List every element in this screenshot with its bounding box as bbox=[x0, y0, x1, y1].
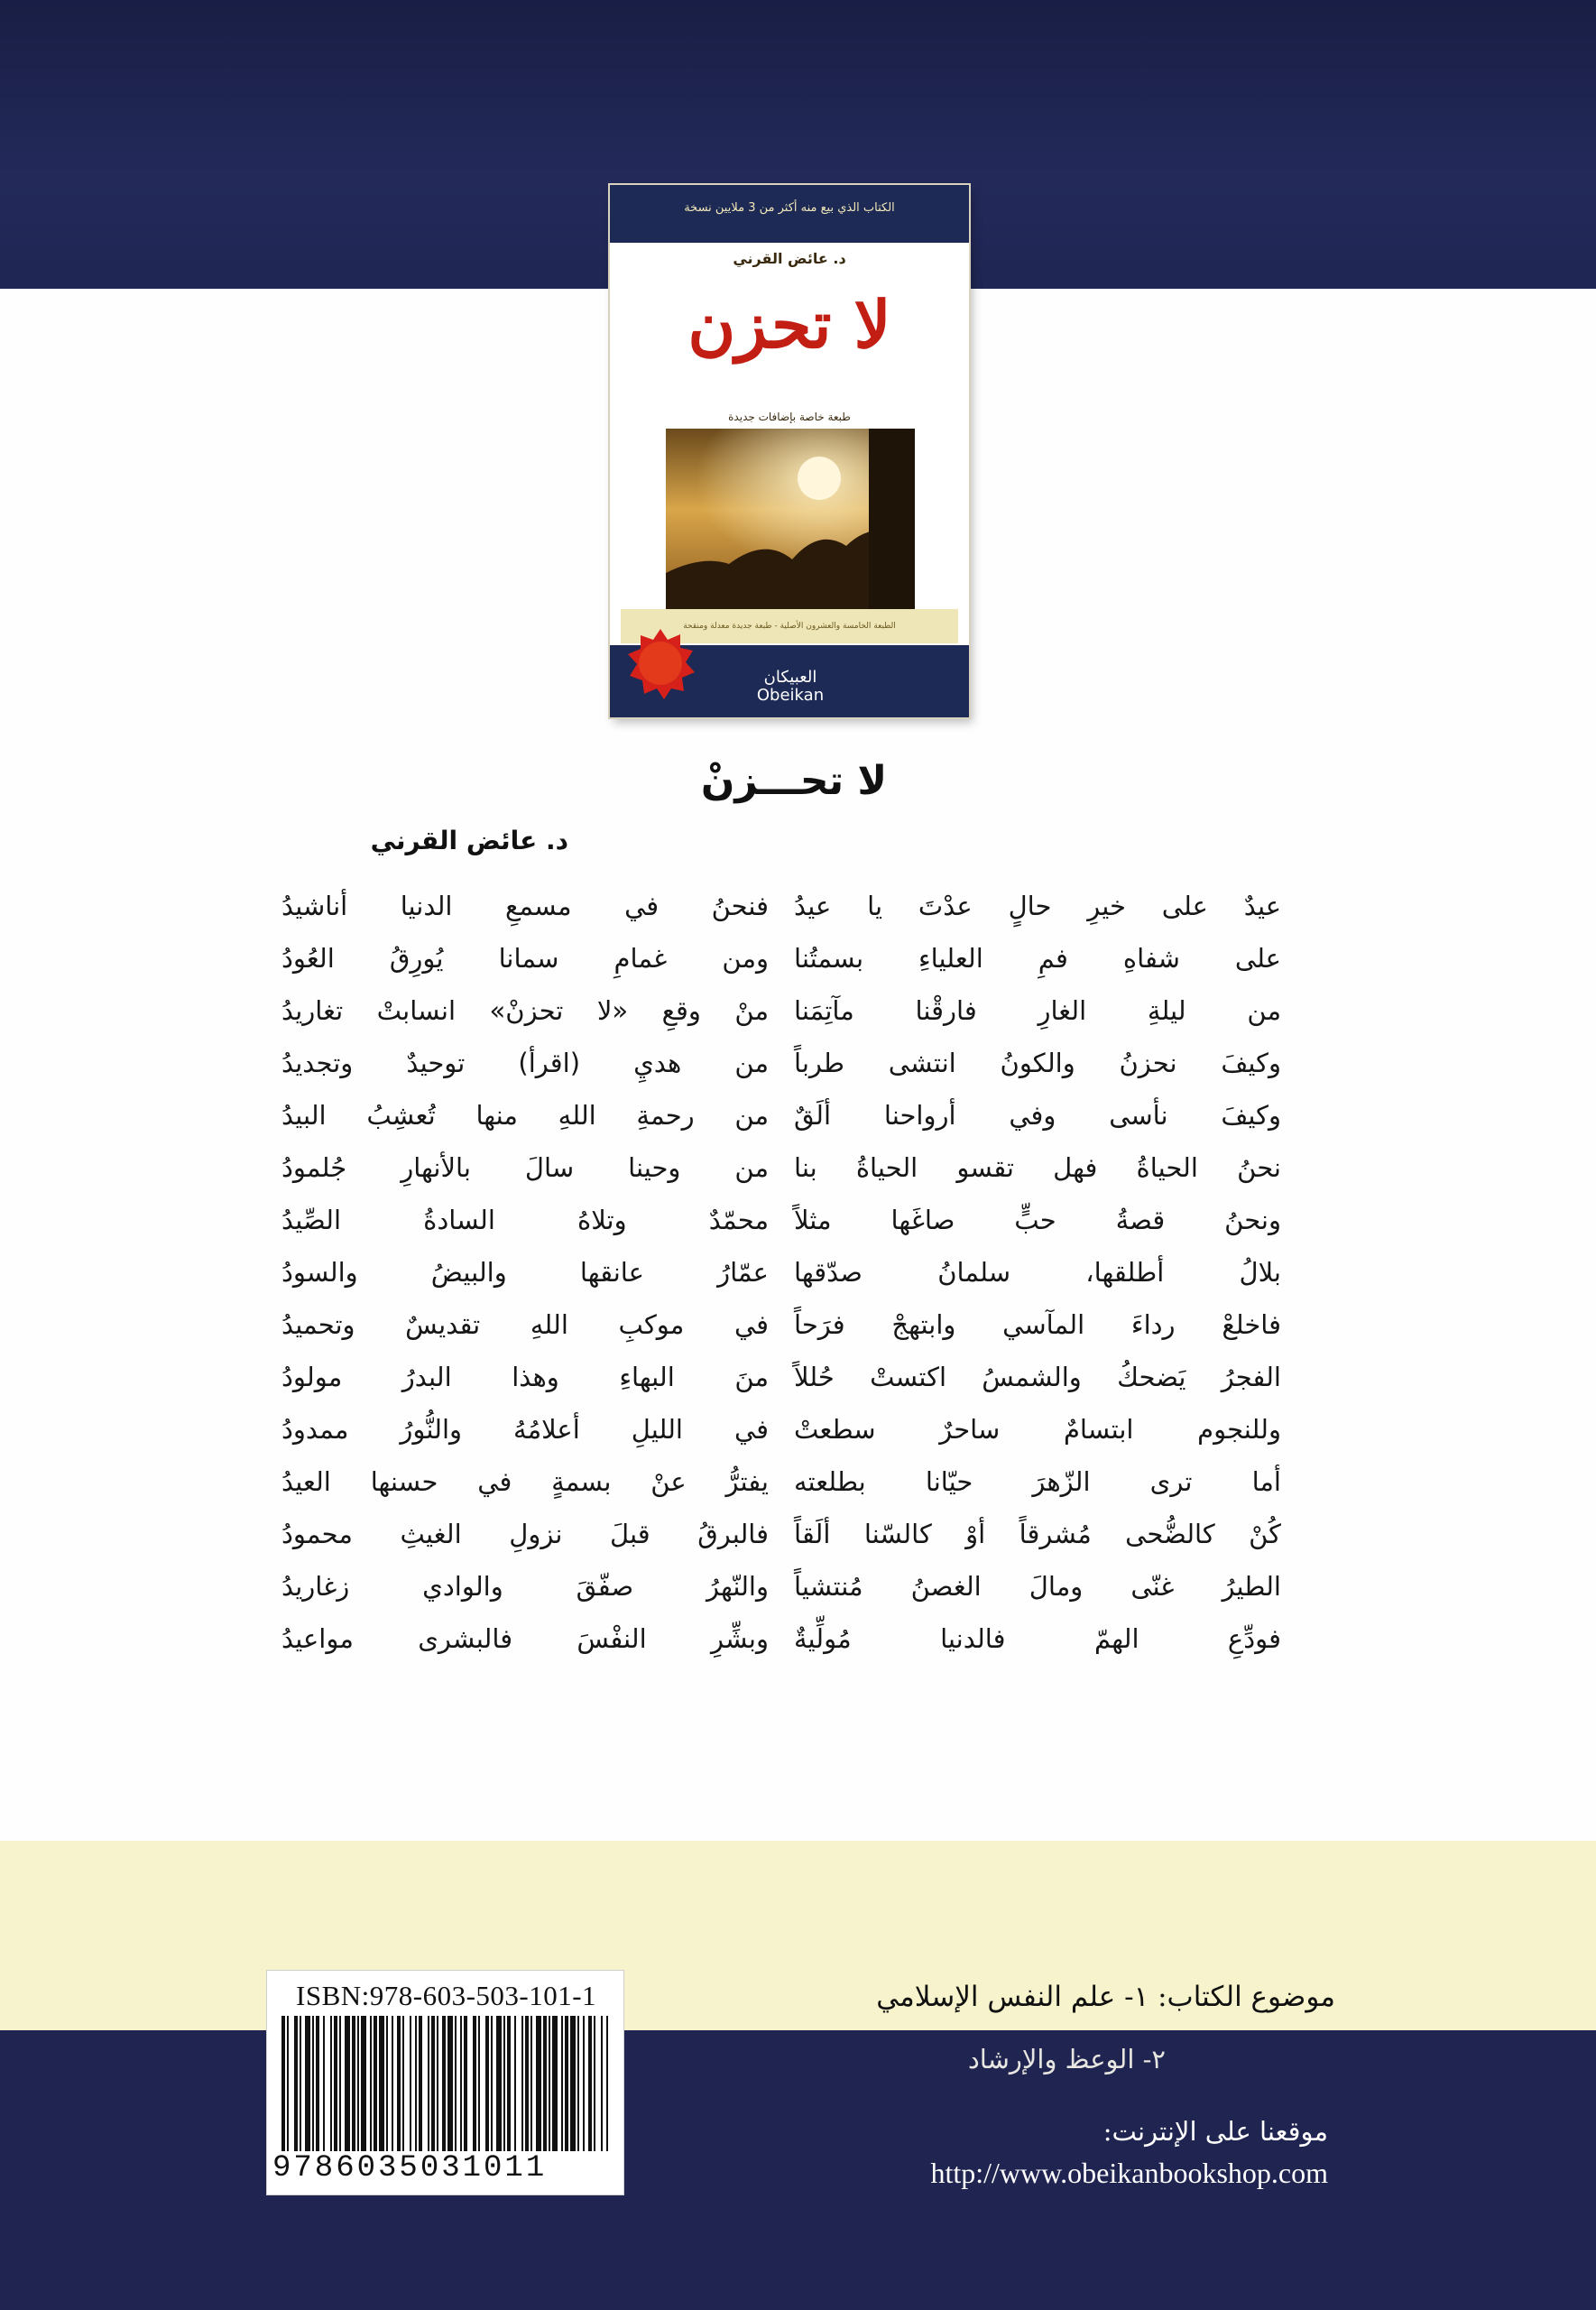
barcode-bar bbox=[455, 2016, 457, 2151]
website-label: موقعنا على الإنترنت: bbox=[1102, 2116, 1328, 2147]
poem-line: الفجرُ يَضحكُ والشمسُ اكتستْ حُللاً bbox=[794, 1362, 1281, 1392]
book-cover-edition-note: الطبعة الخامسة والعشرون الأصلية - طبعة جديدة معدلة ومنقحة bbox=[621, 609, 958, 643]
barcode-bar bbox=[583, 2016, 585, 2151]
cream-band bbox=[0, 1841, 1596, 2035]
publisher-logo-arabic: العبيكان bbox=[763, 668, 817, 687]
barcode-bar bbox=[525, 2016, 529, 2151]
poem-line: من هديِ (اقرأ) توحيدٌ وتجديدُ bbox=[281, 1048, 769, 1078]
bottom-navy-band bbox=[0, 2030, 1596, 2310]
poem-line: نحنُ الحياةُ فهل تقسو الحياةُ بنا bbox=[794, 1152, 1281, 1183]
barcode-bar bbox=[606, 2016, 608, 2151]
poem-right-column bbox=[794, 880, 1281, 1665]
poem-line: فاخلعْ رداءَ المآسي وابتهجْ فرَحاً bbox=[794, 1309, 1281, 1340]
poem-line: ومن غمامِ سمانا يُورِقُ العُودُ bbox=[281, 943, 769, 974]
barcode-bar bbox=[419, 2016, 422, 2151]
barcode-bar bbox=[561, 2016, 563, 2151]
barcode-bar bbox=[428, 2016, 429, 2151]
barcode-icon bbox=[281, 2016, 608, 2151]
sunset-photo bbox=[666, 429, 915, 609]
poem-line: فنحنُ في مسمعِ الدنيا أناشيدُ bbox=[281, 891, 769, 921]
poem-line: في موكبِ اللهِ تقديسٌ وتحميدُ bbox=[281, 1309, 769, 1340]
barcode-bar bbox=[447, 2016, 453, 2151]
barcode-bar bbox=[386, 2016, 388, 2151]
book-subject-line-2: ٢- الوعظ والإرشاد bbox=[967, 2044, 1166, 2074]
poem-line: من وحينا سالَ بالأنهارِ جُلمودُ bbox=[281, 1152, 769, 1183]
poem-line: أما ترى الزّهرَ حيّانا بطلعته bbox=[794, 1466, 1281, 1497]
poem-line: بلالُ أطلقها، سلمانُ صدّقها bbox=[794, 1257, 1281, 1288]
page-title: لا تحـــزنْ bbox=[700, 758, 888, 804]
bestseller-badge-icon bbox=[624, 627, 697, 699]
poem-line: وللنجوم ابتسامٌ ساحرٌ سطعتْ bbox=[794, 1414, 1281, 1445]
barcode-bar bbox=[521, 2016, 523, 2151]
barcode-bar bbox=[478, 2016, 480, 2151]
barcode-bar bbox=[312, 2016, 314, 2151]
barcode-digits: 9786035031011 bbox=[272, 2151, 548, 2185]
poem-line: وكيفَ نحزنُ والكونُ انتشى طرباً bbox=[794, 1048, 1281, 1078]
book-tagline: الكتاب الذي بيع منه أكثر من 3 ملايين نسخة bbox=[684, 201, 895, 215]
barcode-bar bbox=[339, 2016, 341, 2151]
barcode-bar bbox=[352, 2016, 355, 2151]
barcode-bar bbox=[374, 2016, 377, 2151]
barcode-bar bbox=[442, 2016, 446, 2151]
barcode-bar bbox=[305, 2016, 310, 2151]
barcode-bar bbox=[294, 2016, 298, 2151]
poem-line: يفترُّ عنْ بسمةٍ في حسنها العيدُ bbox=[281, 1466, 769, 1497]
barcode-bar bbox=[536, 2016, 541, 2151]
publisher-logo-latin: Obeikan bbox=[756, 686, 825, 705]
barcode-bar bbox=[491, 2016, 493, 2151]
barcode-bar bbox=[570, 2016, 576, 2151]
barcode-bar bbox=[370, 2016, 372, 2151]
barcode-bar bbox=[379, 2016, 384, 2151]
barcode-bar bbox=[514, 2016, 516, 2151]
poem-line: منَ البهاءِ وهذا البدرُ مولودُ bbox=[281, 1362, 769, 1392]
poem-left-column bbox=[281, 880, 769, 1665]
barcode-bar bbox=[287, 2016, 289, 2151]
barcode-bar bbox=[543, 2016, 547, 2151]
barcode-bar bbox=[485, 2016, 489, 2151]
barcode-bar bbox=[473, 2016, 476, 2151]
poem-line: وبشِّرِ النفْسَ فالبشرى مواعيدُ bbox=[281, 1623, 769, 1654]
poem-line: فودِّعِ الهمّ فالدنيا مُولِّيةٌ bbox=[794, 1623, 1281, 1654]
barcode-bar bbox=[281, 2016, 285, 2151]
barcode-bar bbox=[549, 2016, 550, 2151]
poem-line: محمّدٌ وتلاهُ السادةُ الصِّيدُ bbox=[281, 1205, 769, 1235]
publisher-logo bbox=[745, 669, 835, 705]
poem-line: عمّارُ عانقها والبيضُ والسودُ bbox=[281, 1257, 769, 1288]
barcode-bar bbox=[330, 2016, 332, 2151]
barcode-bar bbox=[594, 2016, 595, 2151]
book-cover-subtitle: طبعة خاصة بإضافات جديدة bbox=[728, 411, 851, 423]
barcode-bar bbox=[588, 2016, 592, 2151]
barcode-bar bbox=[402, 2016, 404, 2151]
book-cover-author: د. عائض القرني bbox=[733, 250, 846, 267]
book-cover-top-band bbox=[610, 185, 969, 243]
barcode-bar bbox=[460, 2016, 462, 2151]
barcode-bar bbox=[530, 2016, 532, 2151]
barcode-bar bbox=[392, 2016, 393, 2151]
barcode-bar bbox=[601, 2016, 603, 2151]
barcode-bar bbox=[431, 2016, 435, 2151]
poem-line: من رحمةِ اللهِ منها تُعشِبُ البيدُ bbox=[281, 1100, 769, 1131]
barcode-bar bbox=[577, 2016, 579, 2151]
barcode-bar bbox=[437, 2016, 438, 2151]
barcode-bar bbox=[357, 2016, 359, 2151]
poem-line: وكيفَ نأسى وفي أرواحنا ألَقٌ bbox=[794, 1100, 1281, 1131]
barcode-bar bbox=[316, 2016, 319, 2151]
barcode-bar bbox=[464, 2016, 467, 2151]
barcode-bar bbox=[345, 2016, 350, 2151]
poem-line: فالبرقُ قبلَ نزولِ الغيثِ محمودُ bbox=[281, 1519, 769, 1549]
barcode-bar bbox=[415, 2016, 417, 2151]
barcode-bar bbox=[300, 2016, 301, 2151]
barcode-bar bbox=[397, 2016, 401, 2151]
barcode-bar bbox=[496, 2016, 502, 2151]
poem-line: ونحنُ قصةُ حبٍّ صاغَها مثلاً bbox=[794, 1205, 1281, 1235]
barcode-bar bbox=[507, 2016, 511, 2151]
book-subject-line-1: موضوع الكتاب: ١- علم النفس الإسلامي bbox=[876, 1981, 1335, 2013]
book-cover-title: لا تحزن bbox=[687, 286, 891, 363]
poem-line: الطيرُ غنّى ومالَ الغصنُ مُنتشياً bbox=[794, 1571, 1281, 1602]
poem-line: منْ وقعِ «لا تحزنْ» انسابتْ تغاريدُ bbox=[281, 995, 769, 1026]
poem-line: على شفاهِ فمِ العلياءِ بسمتُنا bbox=[794, 943, 1281, 974]
poem-line: كُنْ كالضُّحى مُشرقاً أوْ كالسّنا ألَقاً bbox=[794, 1519, 1281, 1549]
isbn-barcode-box bbox=[266, 1970, 624, 2195]
poem-line: والنّهرُ صفّقَ والوادي زغاريدُ bbox=[281, 1571, 769, 1602]
barcode-bar bbox=[334, 2016, 337, 2151]
barcode-bar bbox=[361, 2016, 366, 2151]
barcode-bar bbox=[565, 2016, 568, 2151]
barcode-bar bbox=[323, 2016, 325, 2151]
poem-line: عيدٌ على خيرِ حالٍ عدْتَ يا عيدُ bbox=[794, 891, 1281, 921]
barcode-bar bbox=[552, 2016, 558, 2151]
barcode-bar bbox=[410, 2016, 411, 2151]
poem-line: من ليلةِ الغارِ فارقْنا مآتِمَنا bbox=[794, 995, 1281, 1026]
poem-line: في الليلِ أعلامُهُ والنُّورُ ممدودُ bbox=[281, 1414, 769, 1445]
author-name: د. عائض القرني bbox=[370, 826, 568, 855]
book-cover-thumbnail bbox=[610, 185, 969, 717]
website-url[interactable]: http://www.obeikanbookshop.com bbox=[930, 2157, 1328, 2189]
barcode-bar bbox=[503, 2016, 505, 2151]
isbn-label: ISBN:978-603-503-101-1 bbox=[296, 1980, 597, 2011]
